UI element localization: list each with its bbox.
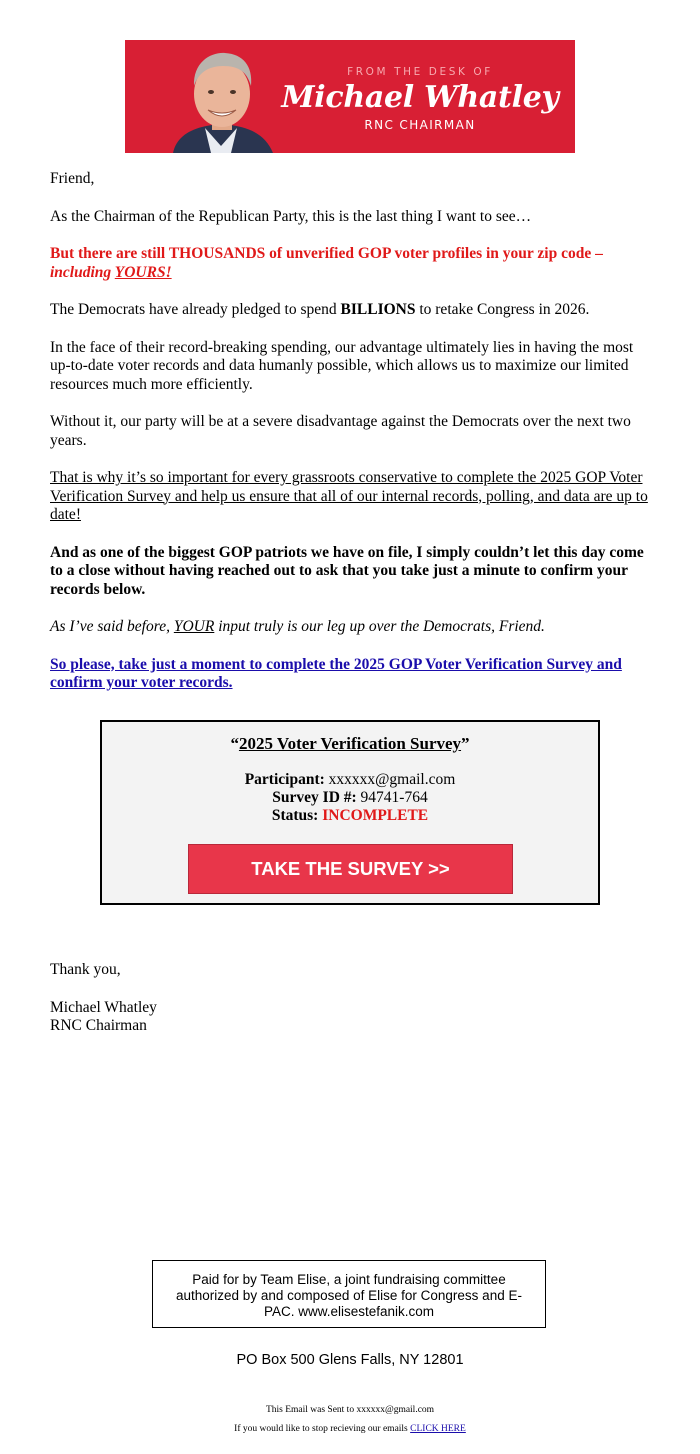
alert-yours: YOURS! [114, 263, 172, 281]
banner-name: Michael Whatley [281, 80, 559, 115]
unsubscribe-link[interactable]: CLICK HERE [410, 1424, 466, 1434]
input-your: YOUR [173, 618, 215, 635]
patriot-bold: And as one of the biggest GOP patriots we have on file, I simply couldn’t let this day come to a close without having reached out to ask that you take just a minute to confirm your records below. [50, 543, 644, 598]
greeting: Friend, [50, 170, 95, 187]
signoff-thanks: Thank you, [50, 961, 121, 978]
unsubscribe-text: If you would like to stop recieving our emails [234, 1424, 411, 1434]
paid-for-disclaimer: Paid for by Team Elise, a joint fundraising committee authorized by and composed of Elise for Congress and E-PAC. www.elisestefanik.com [152, 1260, 546, 1328]
input-text-c: input truly is our leg up over the Democrats, Friend. [214, 618, 545, 635]
survey-title [102, 734, 598, 754]
alert-including: including [50, 263, 115, 281]
billions-text-c: to retake Congress in 2026. [415, 301, 590, 318]
paragraph-intro: As the Chairman of the Republican Party, this is the last thing I want to see… [50, 207, 532, 225]
sent-to-notice: This Email was Sent to xxxxxx@gmail.com [265, 1405, 435, 1415]
paragraph-billions [50, 301, 654, 320]
alert-text: But there are still THOUSANDS of unverified GOP voter profiles in your zip code – [50, 245, 603, 262]
survey-link[interactable]: So please, take just a moment to complete the 2025 GOP Voter Verification Survey and confirm your voter records. [50, 655, 622, 691]
participant-label: Participant: [244, 771, 325, 788]
chairman-portrait [165, 46, 280, 153]
survey-title-text: 2025 Voter Verification Survey [238, 734, 462, 753]
billions-text-a: The Democrats have already pledged to spend [50, 301, 341, 318]
paragraph-advantage: In the face of their record-breaking spending, our advantage ultimately lies in having the most up-to-date voter records and data humanly possible, which allows us to maximize our limited resources much more efficiently. [50, 338, 634, 393]
take-survey-button[interactable]: TAKE THE SURVEY >> [188, 844, 513, 894]
participant-value: xxxxxx@gmail.com [324, 771, 456, 788]
open-quote: “ [230, 734, 239, 753]
email-body [50, 170, 654, 712]
paragraph-disadvantage: Without it, our party will be at a severe disadvantage against the Democrats over the next two years. [50, 413, 631, 449]
close-quote: ” [461, 734, 470, 753]
survey-id-label: Survey ID #: [272, 789, 357, 806]
survey-id-row [102, 789, 598, 807]
signoff-name: Michael Whatley [50, 998, 157, 1016]
status-value: INCOMPLETE [318, 807, 429, 824]
billions-bold: BILLIONS [340, 301, 416, 318]
banner-role: RNC CHAIRMAN [364, 118, 476, 132]
paragraph-survey-link [50, 656, 654, 693]
survey-box [100, 720, 600, 905]
header-banner [125, 40, 575, 153]
paragraph-patriot [50, 544, 654, 600]
mailing-address: PO Box 500 Glens Falls, NY 12801 [236, 1352, 464, 1368]
survey-id-value: 94741-764 [356, 789, 428, 806]
survey-info [102, 771, 598, 825]
paragraph-survey-importance: That is why it’s so important for every grassroots conservative to complete the 2025 GOP Voter Verification Survey and help us ensure that all of our internal records, polling, and data are up to date! [50, 469, 648, 523]
signoff [50, 961, 157, 1036]
status-label: Status: [271, 807, 319, 824]
banner-desk-text: FROM THE DESK OF [347, 66, 493, 78]
input-text-a: As I’ve said before, [50, 618, 174, 635]
signoff-title: RNC Chairman [50, 1017, 147, 1034]
unsubscribe-line [0, 1424, 700, 1434]
status-row [102, 807, 598, 825]
participant-row [102, 771, 598, 789]
paragraph-input [50, 618, 654, 637]
paragraph-alert [50, 245, 654, 282]
